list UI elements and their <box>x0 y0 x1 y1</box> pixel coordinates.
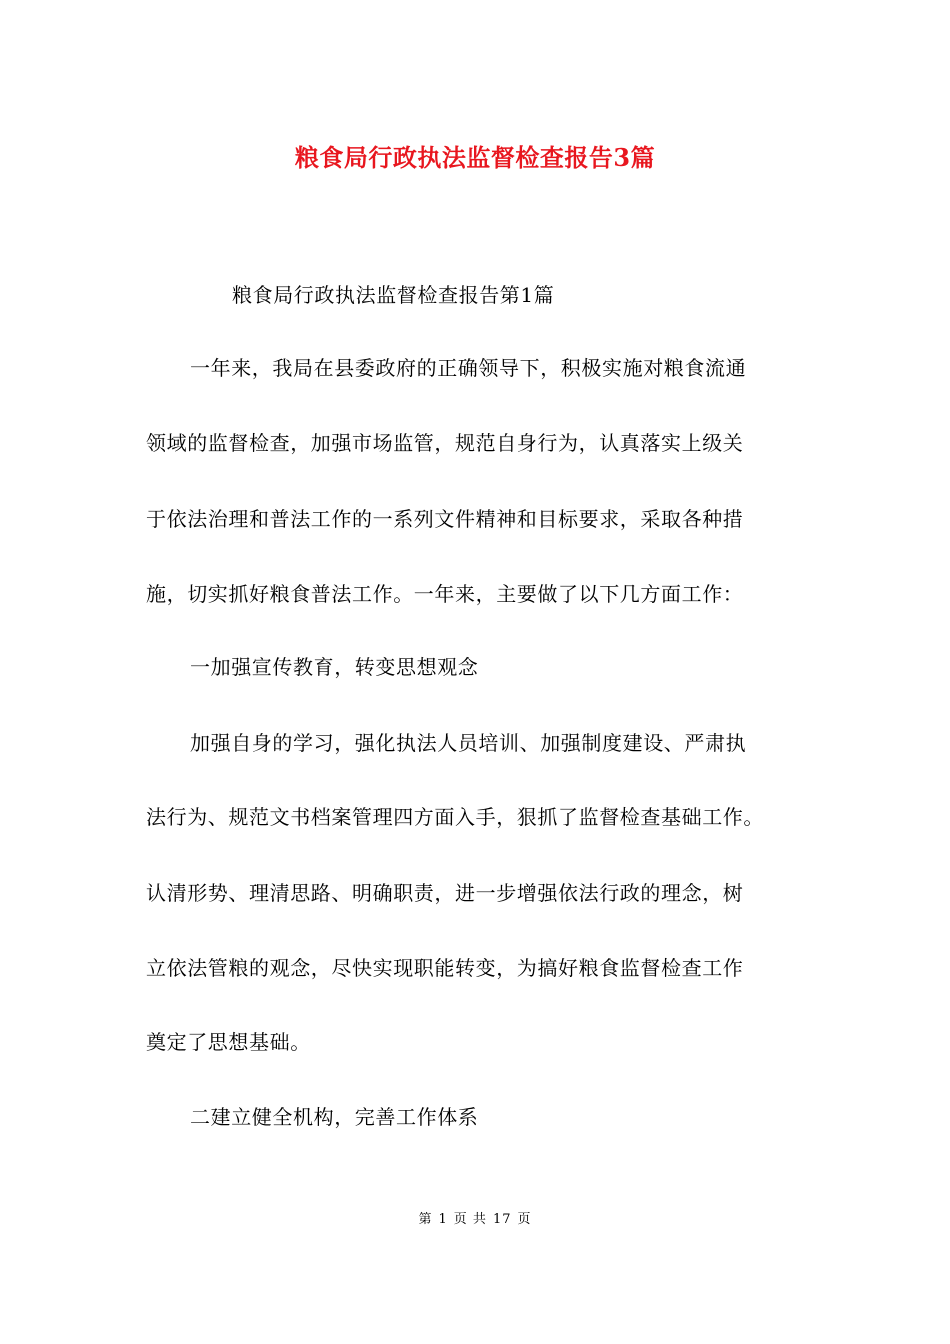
body-line: 加强自身的学习，强化执法人员培训、加强制度建设、严肃执 <box>190 731 747 755</box>
footer-suffix: 页 <box>517 1212 532 1227</box>
body-line: 奠定了思想基础。 <box>146 1030 311 1054</box>
body-line: 领域的监督检查，加强市场监管，规范自身行为，认真落实上级关 <box>146 431 744 455</box>
section-subtitle: 粮食局行政执法监督检查报告第1篇 <box>232 283 555 307</box>
body-line: 立依法管粮的观念，尽快实现职能转变，为搞好粮食监督检查工作 <box>146 956 744 980</box>
footer-middle: 页 共 <box>453 1212 487 1227</box>
page-footer <box>0 1208 950 1227</box>
document-title: 粮食局行政执法监督检查报告3篇 <box>294 143 656 172</box>
footer-prefix: 第 <box>418 1212 433 1227</box>
section-heading: 二建立健全机构，完善工作体系 <box>190 1105 479 1129</box>
section-heading: 一加强宣传教育，转变思想观念 <box>190 655 479 679</box>
body-line: 施，切实抓好粮食普法工作。一年来，主要做了以下几方面工作： <box>146 582 744 606</box>
footer-current-page: 1 <box>438 1212 448 1227</box>
body-line: 认清形势、理清思路、明确职责，进一步增强依法行政的理念，树 <box>146 881 744 905</box>
body-line: 于依法治理和普法工作的一系列文件精神和目标要求，采取各种措 <box>146 507 744 531</box>
body-line: 一年来，我局在县委政府的正确领导下，积极实施对粮食流通 <box>190 356 747 380</box>
body-line: 法行为、规范文书档案管理四方面入手，狠抓了监督检查基础工作。 <box>146 805 764 829</box>
footer-total-pages: 17 <box>492 1212 512 1227</box>
